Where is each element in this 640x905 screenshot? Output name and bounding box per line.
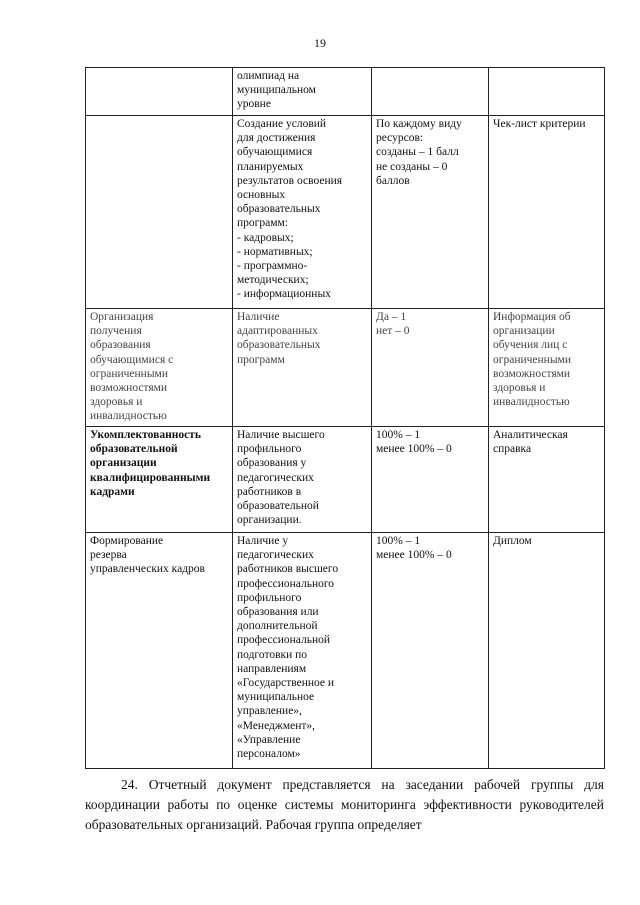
table-cell: Да – 1 нет – 0	[372, 309, 489, 427]
body-paragraph	[85, 775, 604, 835]
table-cell: Диплом	[489, 533, 605, 769]
table-row	[86, 533, 605, 769]
page-number: 19	[314, 36, 326, 50]
table-cell: Организация получения образования обучающимися с ограниченными возможностями здоровья и инвалидностью	[86, 309, 233, 427]
table-cell: Аналитическая справка	[489, 427, 605, 533]
table-row	[86, 116, 605, 309]
table-cell	[489, 68, 605, 116]
table-cell: Наличие у педагогических работников высшего профессионального профильного образования или дополнительной профессиональной подготовки по направлениям «Государственное и муниципальное управление», «Менеджмент», «Управление персоналом»	[233, 533, 372, 769]
table-cell: 100% – 1 менее 100% – 0	[372, 427, 489, 533]
table-row	[86, 427, 605, 533]
table-cell: Формирование резерва управленческих кадров	[86, 533, 233, 769]
table-cell: 100% – 1 менее 100% – 0	[372, 533, 489, 769]
table-cell: Наличие адаптированных образовательных программ	[233, 309, 372, 427]
table-cell: Чек-лист критерии	[489, 116, 605, 309]
table-row	[86, 309, 605, 427]
table-cell	[86, 116, 233, 309]
table-cell: По каждому виду ресурсов: созданы – 1 балл не созданы – 0 баллов	[372, 116, 489, 309]
table-cell	[372, 68, 489, 116]
criteria-table	[85, 67, 605, 769]
paragraph-text: 24. Отчетный документ представляется на заседании рабочей группы для координации работы по оценке системы мониторинга эффективности руководителей образовательных организаций. Рабочая группа определяет	[85, 777, 604, 832]
table-cell: Наличие высшего профильного образования у педагогических работников в образовательной организации.	[233, 427, 372, 533]
table-cell: Информация об организации обучения лиц с ограниченными возможностями здоровья и инвалидностью	[489, 309, 605, 427]
table-cell: Укомплектованность образовательной организации квалифицированными кадрами	[86, 427, 233, 533]
table-cell	[86, 68, 233, 116]
table-cell: Создание условий для достижения обучающимися планируемых результатов освоения основных образовательных программ: - кадровых; - нормативных; - программно- методических; - информационных	[233, 116, 372, 309]
table-row	[86, 68, 605, 116]
table-cell: олимпиад на муниципальном уровне	[233, 68, 372, 116]
